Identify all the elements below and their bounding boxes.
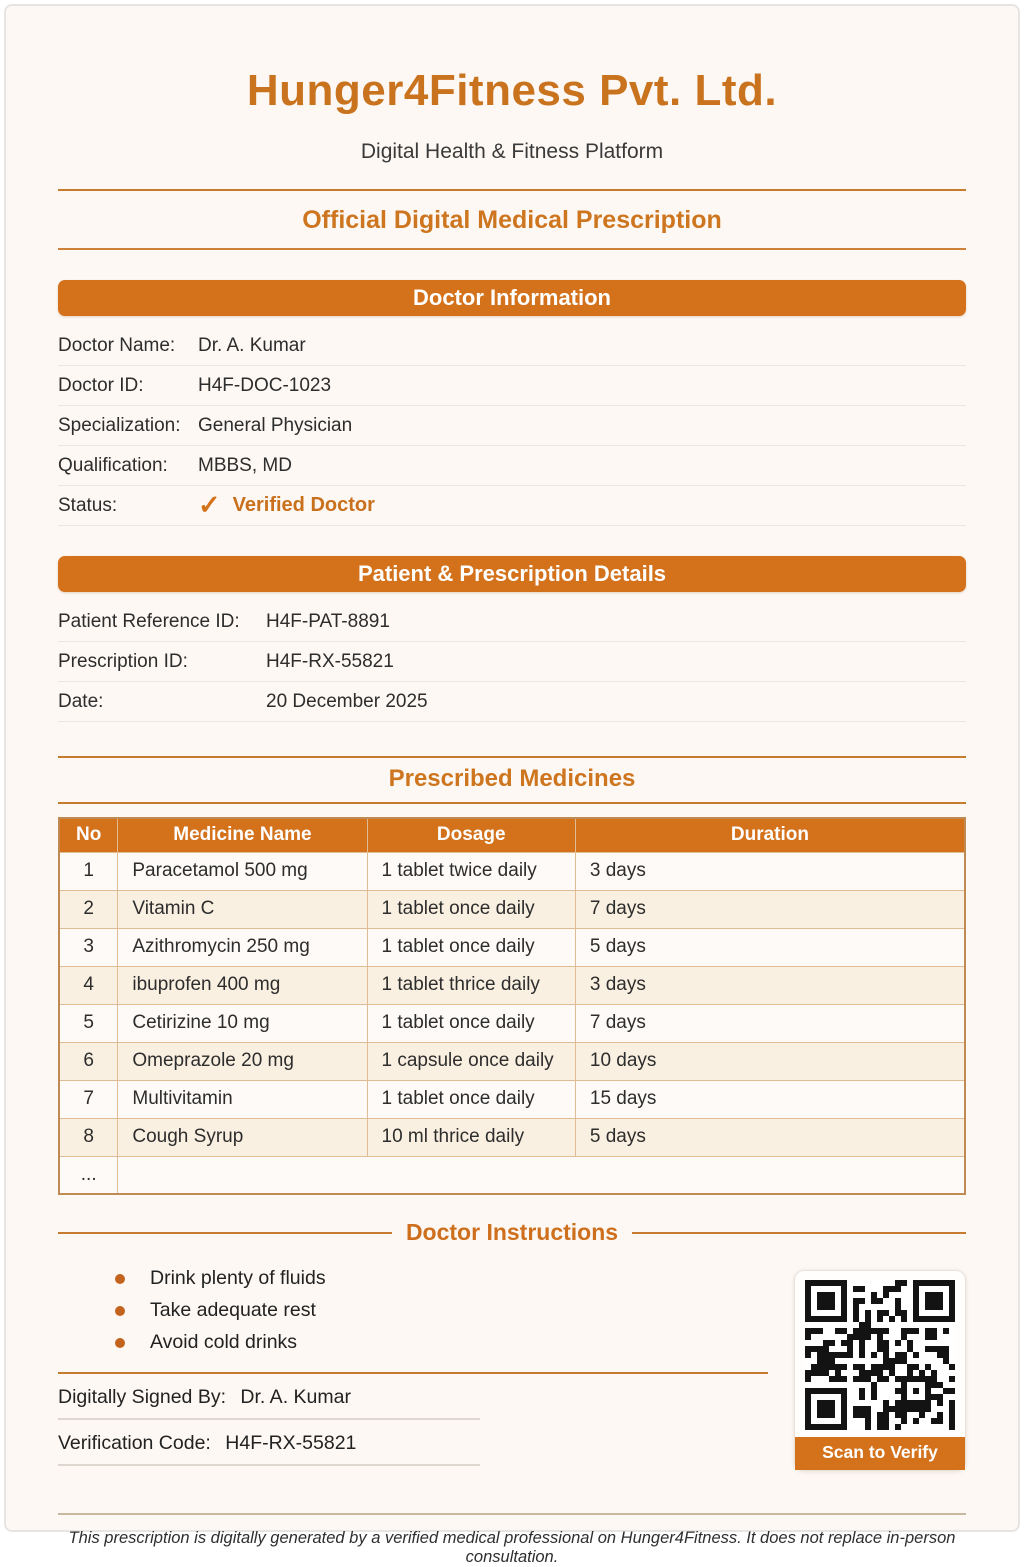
table-row (59, 1118, 965, 1156)
instruction-text: Drink plenty of fluids (150, 1267, 326, 1289)
qr-code (805, 1280, 955, 1430)
medicines-table (58, 817, 966, 1195)
cell-medicine: Paracetamol 500 mg (118, 852, 367, 890)
cell-dosage: 1 tablet once daily (367, 890, 575, 928)
medicines-header-row (59, 818, 965, 852)
col-header-name: Medicine Name (118, 818, 367, 852)
date-label: Date: (58, 690, 104, 712)
cell-medicine: Azithromycin 250 mg (118, 928, 367, 966)
instruction-text: Take adequate rest (150, 1299, 316, 1321)
cell-duration: 3 days (575, 852, 965, 890)
doctor-name-label: Doctor Name: (58, 334, 176, 356)
prescription-id-label: Prescription ID: (58, 650, 188, 672)
cell-dosage: 1 capsule once daily (367, 1042, 575, 1080)
doctor-name-row (58, 326, 966, 366)
instructions-heading (58, 1219, 966, 1246)
cell-duration: 5 days (575, 928, 965, 966)
specialization-value: General Physician (198, 414, 353, 436)
patient-ref-label: Patient Reference ID: (58, 610, 240, 632)
table-row (59, 928, 965, 966)
cell-duration: 10 days (575, 1042, 965, 1080)
qr-caption: Scan to Verify (795, 1437, 965, 1470)
verification-code-label: Verification Code: (58, 1432, 211, 1454)
table-row (59, 852, 965, 890)
company-title: Hunger4Fitness Pvt. Ltd. (246, 66, 778, 115)
cell-medicine: Omeprazole 20 mg (118, 1042, 367, 1080)
patient-ref-value: H4F-PAT-8891 (266, 610, 390, 632)
cell-no: 7 (59, 1080, 118, 1118)
specialization-row (58, 406, 966, 446)
cell-duration: 15 days (575, 1080, 965, 1118)
cell-no: 1 (59, 852, 118, 890)
doctor-info-section (58, 326, 966, 526)
date-value: 20 December 2025 (266, 690, 428, 712)
cell-no: 8 (59, 1118, 118, 1156)
col-header-duration: Duration (575, 818, 965, 852)
bullet-icon (115, 1338, 125, 1348)
cell-no: 3 (59, 928, 118, 966)
header-divider-bottom (58, 248, 966, 250)
cell-no: 4 (59, 966, 118, 1004)
verified-check-icon: ✓ (198, 490, 221, 520)
company-tagline: Digital Health & Fitness Platform (360, 140, 664, 163)
cell-duration: 7 days (575, 890, 965, 928)
instructions-list (58, 1267, 768, 1354)
prescription-id-row (58, 642, 966, 682)
table-row (59, 1080, 965, 1118)
qualification-value: MBBS, MD (198, 454, 292, 476)
doctor-name-value: Dr. A. Kumar (198, 334, 306, 356)
cell-medicine: Cetirizine 10 mg (118, 1004, 367, 1042)
cell-duration: 5 days (575, 1118, 965, 1156)
signed-by-row (58, 1374, 480, 1420)
status-badge: Verified Doctor (232, 494, 375, 516)
empty-cell (118, 1156, 965, 1194)
list-item (58, 1331, 768, 1354)
verification-code-row (58, 1420, 480, 1466)
date-row (58, 682, 966, 722)
cell-duration: 3 days (575, 966, 965, 1004)
more-rows-indicator: ... (59, 1156, 118, 1194)
status-label: Status: (58, 494, 118, 516)
bullet-icon (115, 1274, 125, 1284)
instructions-title: Doctor Instructions (405, 1219, 619, 1245)
qr-card (794, 1270, 966, 1471)
cell-medicine: Vitamin C (118, 890, 367, 928)
footer-disclaimer: This prescription is digitally generated by a verified medical professional on Hunger4Fitness. It does not replace in-person consultation. (58, 1513, 966, 1567)
table-row-more (59, 1156, 965, 1194)
document-title: Official Digital Medical Prescription (302, 206, 722, 234)
qualification-label: Qualification: (58, 454, 168, 476)
qualification-row (58, 446, 966, 486)
cell-dosage: 1 tablet once daily (367, 1080, 575, 1118)
doctor-id-value: H4F-DOC-1023 (198, 374, 332, 396)
col-header-no: No (59, 818, 118, 852)
medicines-heading: Prescribed Medicines (58, 756, 966, 804)
cell-dosage: 1 tablet thrice daily (367, 966, 575, 1004)
cell-dosage: 1 tablet once daily (367, 928, 575, 966)
status-row (58, 486, 966, 526)
cell-dosage: 10 ml thrice daily (367, 1118, 575, 1156)
cell-no: 6 (59, 1042, 118, 1080)
verification-code-value: H4F-RX-55821 (225, 1432, 357, 1454)
table-row (59, 1004, 965, 1042)
prescription-id-value: H4F-RX-55821 (266, 650, 394, 672)
instruction-text: Avoid cold drinks (150, 1331, 298, 1353)
list-item (58, 1299, 768, 1322)
cell-medicine: Cough Syrup (118, 1118, 367, 1156)
doctor-info-header: Doctor Information (58, 280, 966, 316)
doctor-id-label: Doctor ID: (58, 374, 144, 396)
cell-no: 5 (59, 1004, 118, 1042)
cell-duration: 7 days (575, 1004, 965, 1042)
patient-details-header: Patient & Prescription Details (58, 556, 966, 592)
cell-dosage: 1 tablet once daily (367, 1004, 575, 1042)
signed-by-label: Digitally Signed By: (58, 1386, 226, 1408)
col-header-dosage: Dosage (367, 818, 575, 852)
heading-rule-left (58, 1232, 392, 1234)
patient-ref-row (58, 602, 966, 642)
header-divider-top (58, 189, 966, 191)
cell-dosage: 1 tablet twice daily (367, 852, 575, 890)
list-item (58, 1267, 768, 1290)
bullet-icon (115, 1306, 125, 1316)
prescription-page (4, 4, 1020, 1566)
table-row (59, 1042, 965, 1080)
specialization-label: Specialization: (58, 414, 181, 436)
table-row (59, 890, 965, 928)
patient-details-section (58, 602, 966, 722)
doctor-id-row (58, 366, 966, 406)
table-row (59, 966, 965, 1004)
signed-by-value: Dr. A. Kumar (240, 1386, 351, 1408)
cell-medicine: Multivitamin (118, 1080, 367, 1118)
cell-medicine: ibuprofen 400 mg (118, 966, 367, 1004)
heading-rule-right (632, 1232, 966, 1234)
cell-no: 2 (59, 890, 118, 928)
